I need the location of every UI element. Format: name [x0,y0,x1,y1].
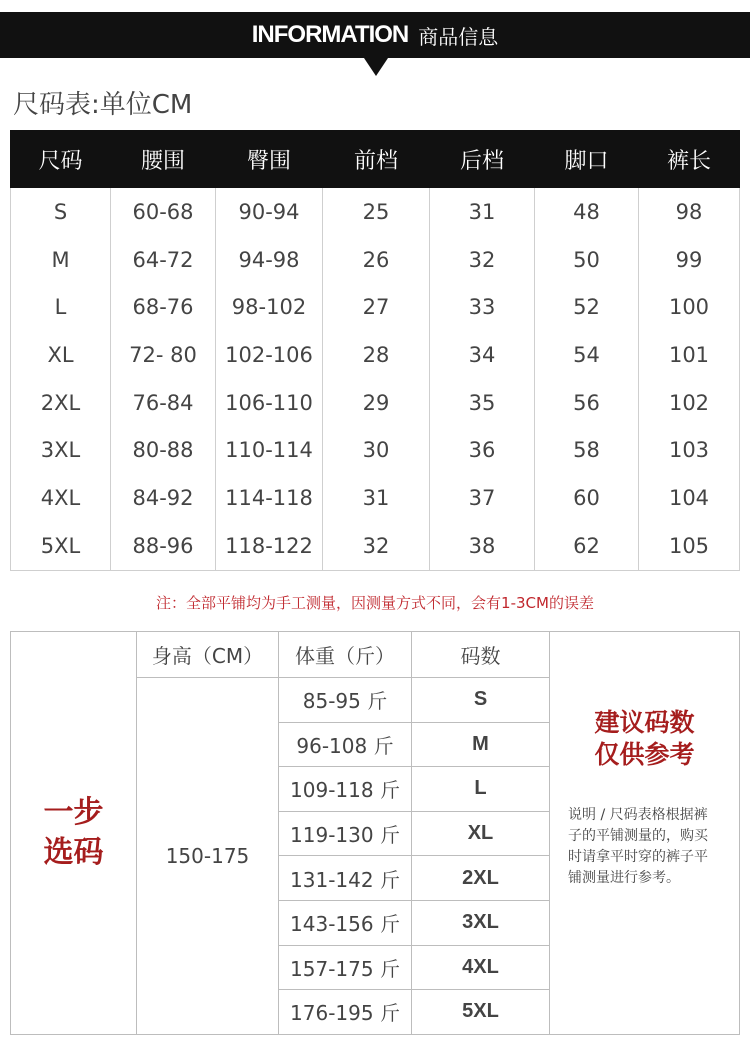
measurement-cell: 106-110 [216,379,323,427]
measurement-cell: 84-92 [111,474,216,522]
column-header: 后档 [430,131,535,188]
recommendation-panel [550,632,740,1035]
measurement-cell: 110-114 [216,426,323,474]
weight-range-cell: 176-195 斤 [279,990,412,1035]
size-row [11,522,740,570]
column-header: 裤长 [639,131,740,188]
column-header: 臀围 [216,131,323,188]
measurement-cell: 28 [323,331,430,379]
size-chart-title: 尺码表:单位CM [13,90,193,120]
measurement-cell: 36 [430,426,535,474]
measurement-cell: 38 [430,522,535,570]
measurement-cell: 98 [639,188,740,236]
measurement-cell: 60 [535,474,639,522]
height-column-header: 身高（CM） [137,632,279,678]
measurement-cell: 105 [639,522,740,570]
size-row [11,426,740,474]
measurement-cell: 102-106 [216,331,323,379]
size-code-cell: 4XL [412,945,550,990]
size-label-cell: 4XL [11,474,111,522]
measurement-cell: 76-84 [111,379,216,427]
size-row [11,474,740,522]
size-row [11,331,740,379]
recommend-line-2: 仅供参考 [594,739,695,769]
size-row [11,379,740,427]
measurement-cell: 102 [639,379,740,427]
header-title [0,12,750,58]
measurement-cell: 103 [639,426,740,474]
size-label-cell: XL [11,331,111,379]
weight-range-cell: 157-175 斤 [279,945,412,990]
measurement-cell: 25 [323,188,430,236]
measurement-cell: 32 [430,236,535,284]
measurement-cell: 54 [535,331,639,379]
weight-range-cell: 119-130 斤 [279,811,412,856]
measurement-cell: 35 [430,379,535,427]
size-code-cell: S [412,678,550,723]
measurement-cell: 101 [639,331,740,379]
weight-column-header: 体重（斤） [279,632,412,678]
measurement-cell: 80-88 [111,426,216,474]
measurement-cell: 31 [430,188,535,236]
measurement-cell: 48 [535,188,639,236]
measurement-cell: 68-76 [111,283,216,331]
measurement-cell: 64-72 [111,236,216,284]
size-label-cell: L [11,283,111,331]
header-title-en: INFORMATION [251,21,409,48]
measurement-cell: 34 [430,331,535,379]
size-label-cell: 3XL [11,426,111,474]
measurement-cell: 62 [535,522,639,570]
measurement-cell: 90-94 [216,188,323,236]
size-table [10,130,740,571]
measurement-cell: 33 [430,283,535,331]
measurement-cell: 32 [323,522,430,570]
measurement-cell: 72- 80 [111,331,216,379]
size-row [11,283,740,331]
size-code-cell: M [412,722,550,767]
column-header: 前档 [323,131,430,188]
size-row [11,188,740,236]
weight-range-cell: 131-142 斤 [279,856,412,901]
measurement-cell: 56 [535,379,639,427]
recommend-description: 说明 / 尺码表格根据裤子的平铺测量的，购买时请拿平时穿的裤子平铺测量进行参考。 [568,806,708,886]
measurement-cell: 88-96 [111,522,216,570]
measurement-cell: 30 [323,426,430,474]
size-code-cell: 2XL [412,856,550,901]
step-label [11,632,137,1035]
code-column-header: 码数 [412,632,550,678]
weight-range-cell: 109-118 斤 [279,767,412,812]
measurement-cell: 60-68 [111,188,216,236]
header-title-cn: 商品信息 [418,24,499,49]
size-code-cell: 3XL [412,900,550,945]
measurement-cell: 118-122 [216,522,323,570]
size-table-header-row [11,131,740,188]
measurement-cell: 31 [323,474,430,522]
header-arrow-icon [364,58,388,76]
measurement-cell: 94-98 [216,236,323,284]
size-code-cell: L [412,767,550,812]
measurement-cell: 29 [323,379,430,427]
weight-range-cell: 143-156 斤 [279,900,412,945]
measurement-cell: 27 [323,283,430,331]
size-label-cell: S [11,188,111,236]
weight-range-cell: 96-108 斤 [279,722,412,767]
measurement-cell: 37 [430,474,535,522]
measurement-cell: 100 [639,283,740,331]
step-label-line-2: 选码 [43,834,104,870]
measurement-cell: 99 [639,236,740,284]
column-header: 脚口 [535,131,639,188]
measurement-cell: 114-118 [216,474,323,522]
measurement-cell: 50 [535,236,639,284]
step-label-line-1: 一步 [43,794,104,830]
selector-header-row [11,632,740,678]
measurement-cell: 52 [535,283,639,331]
height-range-cell: 150-175 [137,678,279,1035]
column-header: 尺码 [11,131,111,188]
size-code-cell: XL [412,811,550,856]
measurement-cell: 104 [639,474,740,522]
measurement-cell: 26 [323,236,430,284]
size-selector-table [10,631,740,1035]
size-label-cell: 2XL [11,379,111,427]
column-header: 腰围 [111,131,216,188]
size-row [11,236,740,284]
size-label-cell: M [11,236,111,284]
measurement-cell: 58 [535,426,639,474]
measurement-cell: 98-102 [216,283,323,331]
size-code-cell: 5XL [412,990,550,1035]
size-label-cell: 5XL [11,522,111,570]
measurement-note: 注：全部平铺均为手工测量，因测量方式不同，会有1-3CM的误差 [156,594,594,612]
weight-range-cell: 85-95 斤 [279,678,412,723]
recommend-line-1: 建议码数 [594,707,695,737]
